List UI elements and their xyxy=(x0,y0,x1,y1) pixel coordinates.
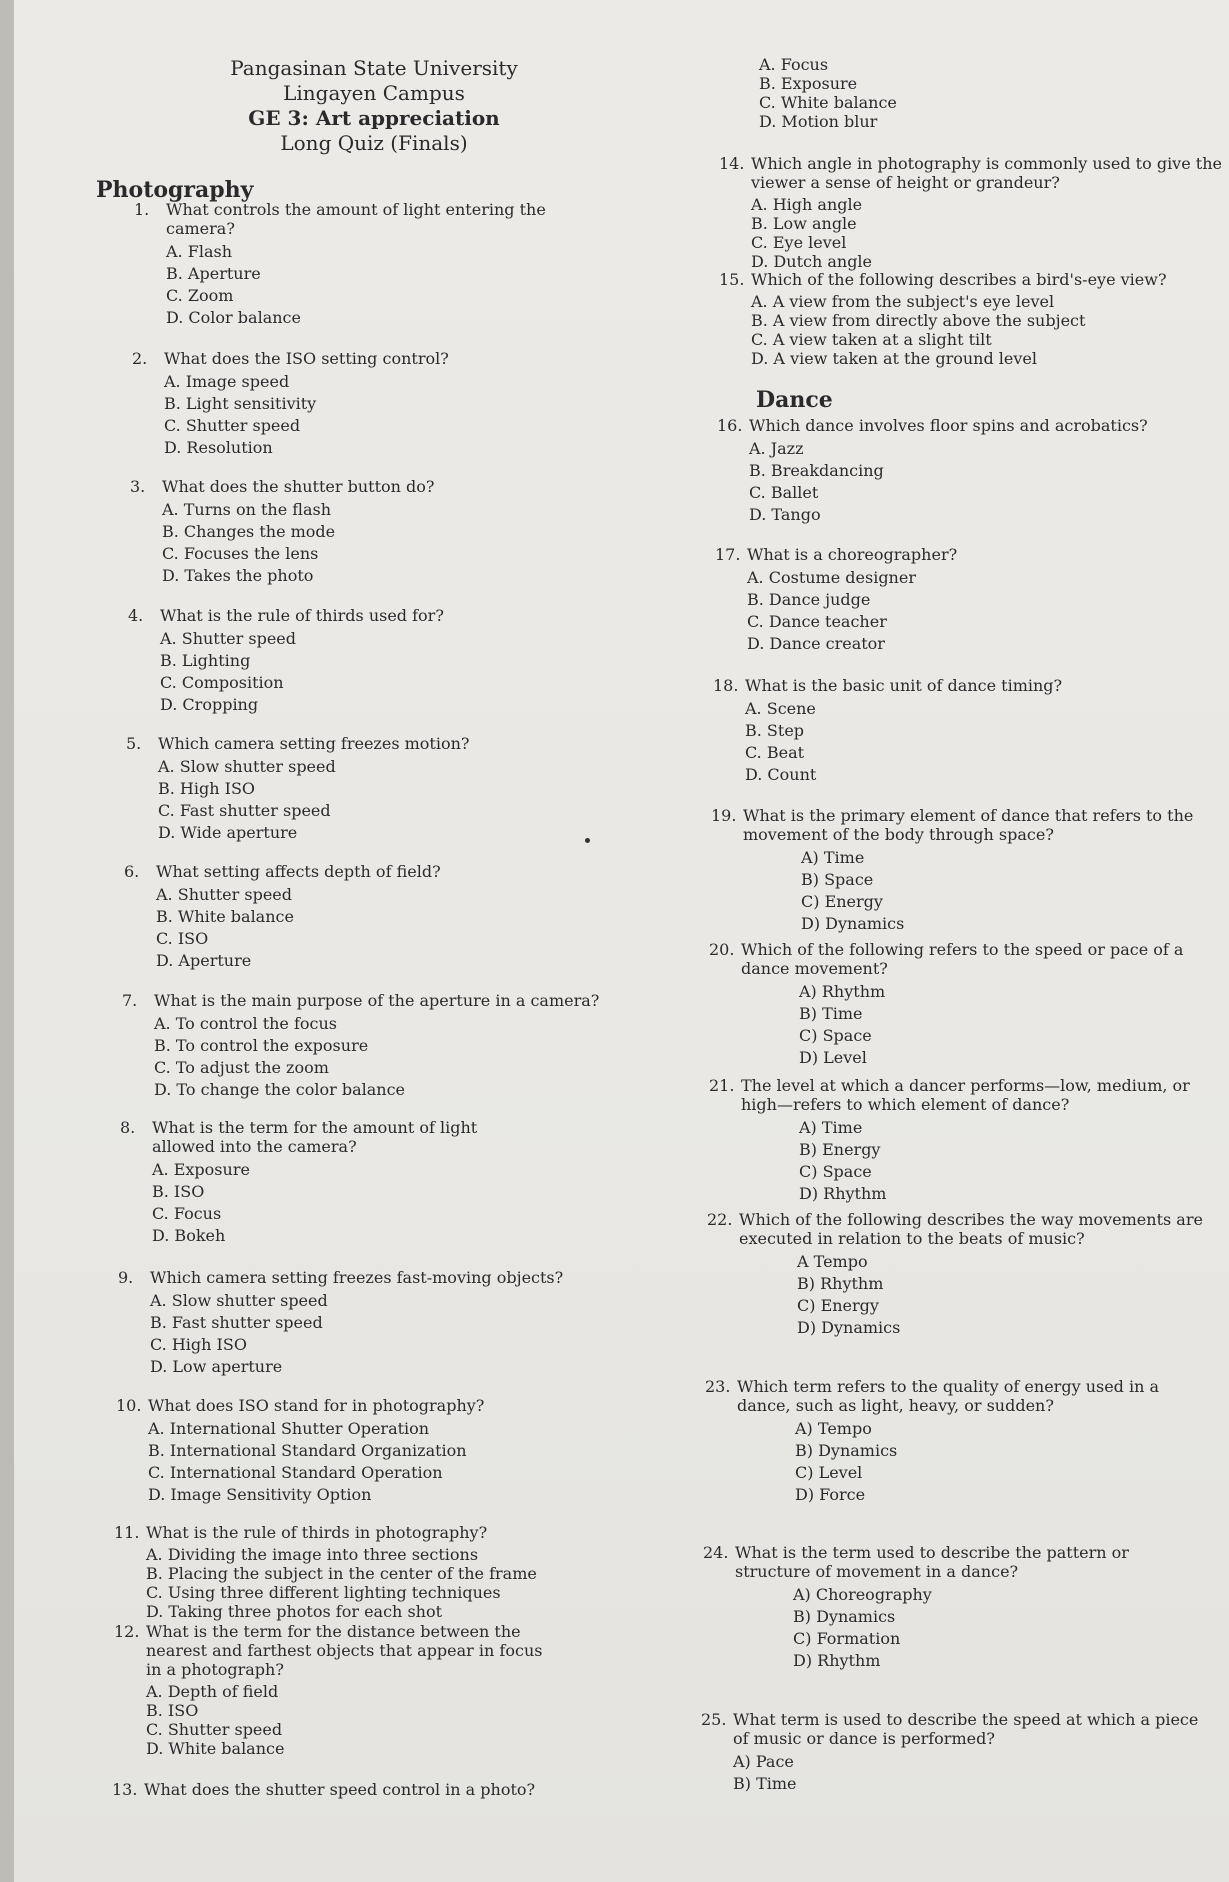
question-stem xyxy=(134,200,614,238)
question-number: 5. xyxy=(126,734,142,753)
course-title: GE 3: Art appreciation xyxy=(248,106,500,130)
question-13-options xyxy=(759,55,897,131)
answer-option: C) Space xyxy=(799,1162,872,1181)
answer-option: A. Exposure xyxy=(152,1160,250,1179)
document-header xyxy=(214,56,534,156)
answer-option: B. Step xyxy=(745,721,805,740)
question-15 xyxy=(719,270,1224,368)
question-number: 6. xyxy=(124,862,140,881)
answer-options xyxy=(795,1418,1210,1506)
answer-option: B. Aperture xyxy=(166,264,261,283)
answer-options xyxy=(160,628,608,716)
quiz-title: Long Quiz (Finals) xyxy=(280,131,468,155)
answer-option: B. White balance xyxy=(156,907,294,926)
question-text: What is the term used to describe the pattern or structure of movement in a dance? xyxy=(735,1543,1129,1581)
question-4 xyxy=(128,606,608,716)
question-stem xyxy=(118,1268,618,1287)
answer-options xyxy=(162,499,610,587)
answer-option: B) Rhythm xyxy=(797,1274,884,1293)
question-25 xyxy=(701,1710,1206,1795)
question-text: Which dance involves floor spins and acrobatics? xyxy=(749,416,1148,435)
answer-option: B. Breakdancing xyxy=(749,461,884,480)
question-text: What is the term for the amount of light allowed into the camera? xyxy=(152,1118,478,1156)
answer-option: C. Focuses the lens xyxy=(162,544,319,563)
question-2 xyxy=(132,349,612,459)
question-number: 15. xyxy=(719,270,745,289)
answer-option: C. Eye level xyxy=(751,233,847,252)
question-text: What is the main purpose of the aperture in a camera? xyxy=(154,991,600,1010)
answer-options xyxy=(148,1418,616,1506)
answer-option: A. Dividing the image into three sections xyxy=(146,1545,479,1564)
answer-option: C. To adjust the zoom xyxy=(154,1058,329,1077)
question-18 xyxy=(713,676,1218,786)
question-22 xyxy=(707,1210,1212,1339)
answer-option: C. High ISO xyxy=(150,1335,247,1354)
answer-option: C. Using three different lighting techniques xyxy=(146,1583,501,1602)
question-stem xyxy=(126,734,606,753)
answer-option: D. To change the color balance xyxy=(154,1080,406,1099)
answer-option: B. Light sensitivity xyxy=(164,394,317,413)
answer-option: C. Beat xyxy=(745,743,805,762)
answer-option: A. Costume designer xyxy=(747,568,916,587)
answer-option: D. Count xyxy=(745,765,817,784)
answer-option: D. Tango xyxy=(749,505,821,524)
answer-options xyxy=(799,981,1214,1069)
question-text: What is the basic unit of dance timing? xyxy=(745,676,1063,695)
answer-option: B) Time xyxy=(799,1004,863,1023)
question-text: Which camera setting freezes fast-moving objects? xyxy=(150,1268,564,1287)
answer-option: A. Focus xyxy=(759,55,829,74)
answer-option: D. Dance creator xyxy=(747,634,885,653)
answer-option: A. Scene xyxy=(745,699,816,718)
answer-option: A. Shutter speed xyxy=(160,629,296,648)
answer-option: C. Shutter speed xyxy=(146,1720,283,1739)
question-number: 25. xyxy=(701,1710,727,1729)
question-stem xyxy=(715,545,1220,564)
question-text: What controls the amount of light entering the camera? xyxy=(166,200,546,238)
answer-option: B. High ISO xyxy=(158,779,256,798)
question-number: 16. xyxy=(717,416,743,435)
question-stem xyxy=(116,1396,616,1415)
answer-options xyxy=(799,1117,1214,1205)
answer-option: A) Tempo xyxy=(795,1419,872,1438)
question-stem xyxy=(112,1780,632,1799)
answer-options xyxy=(164,371,612,459)
answer-option: A. A view from the subject's eye level xyxy=(751,292,1055,311)
answer-option: A) Rhythm xyxy=(799,982,886,1001)
question-9 xyxy=(118,1268,618,1378)
answer-option: D. Taking three photos for each shot xyxy=(146,1602,443,1621)
answer-option: B. Lighting xyxy=(160,651,251,670)
answer-options xyxy=(749,438,1222,526)
answer-options xyxy=(801,847,1216,935)
question-stem xyxy=(120,1118,540,1156)
question-13 xyxy=(112,1780,632,1799)
campus-name: Lingayen Campus xyxy=(283,81,465,105)
question-number: 23. xyxy=(705,1377,731,1396)
question-number: 13. xyxy=(112,1780,138,1799)
answer-option: D. Motion blur xyxy=(759,112,878,131)
question-12 xyxy=(114,1622,554,1758)
answer-option: B. A view from directly above the subject xyxy=(751,311,1086,330)
answer-option: B. Placing the subject in the center of the frame xyxy=(146,1564,537,1583)
question-8 xyxy=(120,1118,540,1247)
answer-option: D. Aperture xyxy=(156,951,252,970)
answer-option: C. International Standard Operation xyxy=(148,1463,443,1482)
answer-option: C. Composition xyxy=(160,673,284,692)
question-stem xyxy=(719,270,1224,289)
question-text: What term is used to describe the speed at which a piece of music or dance is performed? xyxy=(733,1710,1199,1748)
question-stem xyxy=(128,606,608,625)
answer-options xyxy=(152,1159,540,1247)
answer-option: A. Jazz xyxy=(749,439,804,458)
answer-option: D) Dynamics xyxy=(801,914,905,933)
answer-option: D) Level xyxy=(799,1048,867,1067)
question-text: What is the primary element of dance that refers to the movement of the body through space? xyxy=(743,806,1194,844)
answer-option: C. Focus xyxy=(152,1204,222,1223)
answer-option: A. Shutter speed xyxy=(156,885,292,904)
question-stem xyxy=(703,1543,1208,1581)
answer-option: D. A view taken at the ground level xyxy=(751,349,1038,368)
question-number: 9. xyxy=(118,1268,134,1287)
answer-option: C. ISO xyxy=(156,929,209,948)
answer-option: A. International Shutter Operation xyxy=(148,1419,430,1438)
answer-option: A) Choreography xyxy=(793,1585,932,1604)
answer-option: D. Image Sensitivity Option xyxy=(148,1485,372,1504)
question-number: 10. xyxy=(116,1396,142,1415)
question-10 xyxy=(116,1396,616,1506)
question-text: What does the ISO setting control? xyxy=(164,349,449,368)
answer-option: D. Wide aperture xyxy=(158,823,298,842)
answer-option: C. Zoom xyxy=(166,286,234,305)
question-stem xyxy=(709,1076,1214,1114)
section-title-dance: Dance xyxy=(756,387,833,413)
quiz-paper xyxy=(14,0,1229,1882)
question-text: Which angle in photography is commonly used to give the viewer a sense of height or grandeur? xyxy=(751,154,1222,192)
question-stem xyxy=(114,1622,554,1679)
answer-option: C. Shutter speed xyxy=(164,416,301,435)
answer-option: C. White balance xyxy=(759,93,897,112)
question-text: What does ISO stand for in photography? xyxy=(148,1396,485,1415)
university-name: Pangasinan State University xyxy=(230,56,518,80)
answer-option: B. Low angle xyxy=(751,214,857,233)
answer-options xyxy=(751,195,1224,271)
answer-option: A. To control the focus xyxy=(154,1014,338,1033)
question-stem xyxy=(709,940,1214,978)
ink-dot xyxy=(585,838,590,843)
question-number: 18. xyxy=(713,676,739,695)
question-stem xyxy=(705,1377,1210,1415)
answer-option: A) Time xyxy=(799,1118,863,1137)
answer-options xyxy=(156,884,604,972)
question-stem xyxy=(132,349,612,368)
question-stem xyxy=(130,477,610,496)
answer-options xyxy=(745,698,1218,786)
question-number: 21. xyxy=(709,1076,735,1095)
question-number: 17. xyxy=(715,545,741,564)
question-number: 4. xyxy=(128,606,144,625)
answer-options xyxy=(154,1013,622,1101)
question-1 xyxy=(134,200,614,329)
question-24 xyxy=(703,1543,1208,1672)
question-text: What is the term for the distance between the nearest and farthest objects that appear in focus in a photograph? xyxy=(146,1622,543,1679)
question-text: Which camera setting freezes motion? xyxy=(158,734,470,753)
answer-option: D. Cropping xyxy=(160,695,259,714)
question-stem xyxy=(124,862,604,881)
answer-options xyxy=(158,756,606,844)
answer-options xyxy=(146,1682,554,1758)
question-17 xyxy=(715,545,1220,655)
answer-option: B. International Standard Organization xyxy=(148,1441,467,1460)
answer-options xyxy=(150,1290,618,1378)
question-11 xyxy=(114,1523,614,1621)
question-text: What is a choreographer? xyxy=(747,545,958,564)
question-number: 3. xyxy=(130,477,146,496)
question-number: 19. xyxy=(711,806,737,825)
answer-option: B. To control the exposure xyxy=(154,1036,369,1055)
answer-option: C) Energy xyxy=(797,1296,879,1315)
question-text: What does the shutter button do? xyxy=(162,477,435,496)
answer-option: C) Energy xyxy=(801,892,883,911)
question-number: 7. xyxy=(122,991,138,1010)
answer-option: A. High angle xyxy=(751,195,863,214)
question-number: 14. xyxy=(719,154,745,173)
answer-option: B) Dynamics xyxy=(793,1607,896,1626)
question-stem xyxy=(717,416,1222,435)
question-text: Which of the following describes a bird's-eye view? xyxy=(751,270,1167,289)
answer-option: A) Pace xyxy=(733,1752,794,1771)
answer-option: A. Slow shutter speed xyxy=(150,1291,328,1310)
question-19 xyxy=(711,806,1216,935)
answer-options xyxy=(146,1545,614,1621)
answer-option: D. Dutch angle xyxy=(751,252,873,271)
question-text: What is the rule of thirds in photography? xyxy=(146,1523,488,1542)
question-number: 24. xyxy=(703,1543,729,1562)
section-title-photography: Photography xyxy=(96,177,254,203)
question-20 xyxy=(709,940,1214,1069)
answer-option: B. Exposure xyxy=(759,74,858,93)
answer-option: C. Dance teacher xyxy=(747,612,887,631)
question-23 xyxy=(705,1377,1210,1506)
question-number: 11. xyxy=(114,1523,140,1542)
answer-options xyxy=(797,1251,1212,1339)
answer-options xyxy=(733,1751,1206,1795)
answer-option: D) Force xyxy=(795,1485,866,1504)
question-text: The level at which a dancer performs—low, medium, or high—refers to which element of dance? xyxy=(741,1076,1190,1114)
answer-option: C) Level xyxy=(795,1463,863,1482)
question-7 xyxy=(122,991,622,1101)
question-text: What does the shutter speed control in a photo? xyxy=(144,1780,536,1799)
answer-option: A. Slow shutter speed xyxy=(158,757,336,776)
question-stem xyxy=(713,676,1218,695)
answer-option: C. Fast shutter speed xyxy=(158,801,331,820)
answer-option: D) Dynamics xyxy=(797,1318,901,1337)
question-16 xyxy=(717,416,1222,526)
question-21 xyxy=(709,1076,1214,1205)
question-number: 22. xyxy=(707,1210,733,1229)
question-3 xyxy=(130,477,610,587)
answer-option: A. Image speed xyxy=(164,372,290,391)
question-text: Which term refers to the quality of energy used in a dance, such as light, heavy, or sudden? xyxy=(737,1377,1160,1415)
question-text: What setting affects depth of field? xyxy=(156,862,441,881)
question-number: 12. xyxy=(114,1622,140,1641)
answer-option: B. Dance judge xyxy=(747,590,871,609)
answer-options xyxy=(793,1584,1208,1672)
answer-option: A. Depth of field xyxy=(146,1682,279,1701)
question-text: What is the rule of thirds used for? xyxy=(160,606,444,625)
answer-options xyxy=(166,241,614,329)
answer-option: B. Fast shutter speed xyxy=(150,1313,323,1332)
answer-option: B. ISO xyxy=(146,1701,199,1720)
answer-option: D. Resolution xyxy=(164,438,273,457)
question-text: Which of the following describes the way movements are executed in relation to the beats of music? xyxy=(739,1210,1203,1248)
answer-option: D. White balance xyxy=(146,1739,285,1758)
question-6 xyxy=(124,862,604,972)
question-5 xyxy=(126,734,606,844)
question-stem xyxy=(114,1523,614,1542)
answer-option: D. Color balance xyxy=(166,308,301,327)
answer-option: D. Takes the photo xyxy=(162,566,314,585)
question-number: 2. xyxy=(132,349,148,368)
answer-option: D) Rhythm xyxy=(799,1184,887,1203)
answer-option: B) Time xyxy=(733,1774,797,1793)
answer-option: B) Dynamics xyxy=(795,1441,898,1460)
answer-option: C. A view taken at a slight tilt xyxy=(751,330,992,349)
answer-option: C. Ballet xyxy=(749,483,819,502)
answer-option: A Tempo xyxy=(797,1252,868,1271)
answer-option: B. ISO xyxy=(152,1182,205,1201)
answer-options xyxy=(747,567,1220,655)
answer-option: D. Bokeh xyxy=(152,1226,226,1245)
question-number: 8. xyxy=(120,1118,136,1137)
question-14 xyxy=(719,154,1224,271)
answer-option: A. Flash xyxy=(166,242,232,261)
answer-option: A. Turns on the flash xyxy=(162,500,331,519)
answer-option: D. Low aperture xyxy=(150,1357,283,1376)
question-stem xyxy=(719,154,1224,192)
answer-option: B) Space xyxy=(801,870,874,889)
answer-option: A) Time xyxy=(801,848,865,867)
question-stem xyxy=(711,806,1216,844)
question-text: Which of the following refers to the speed or pace of a dance movement? xyxy=(741,940,1184,978)
answer-option: C) Space xyxy=(799,1026,872,1045)
question-stem xyxy=(122,991,622,1010)
answer-options xyxy=(751,292,1224,368)
answer-option: D) Rhythm xyxy=(793,1651,881,1670)
question-stem xyxy=(701,1710,1206,1748)
question-stem xyxy=(707,1210,1212,1248)
answer-option: C) Formation xyxy=(793,1629,901,1648)
answer-option: B) Energy xyxy=(799,1140,881,1159)
question-number: 1. xyxy=(134,200,150,219)
answer-option: B. Changes the mode xyxy=(162,522,336,541)
question-number: 20. xyxy=(709,940,735,959)
